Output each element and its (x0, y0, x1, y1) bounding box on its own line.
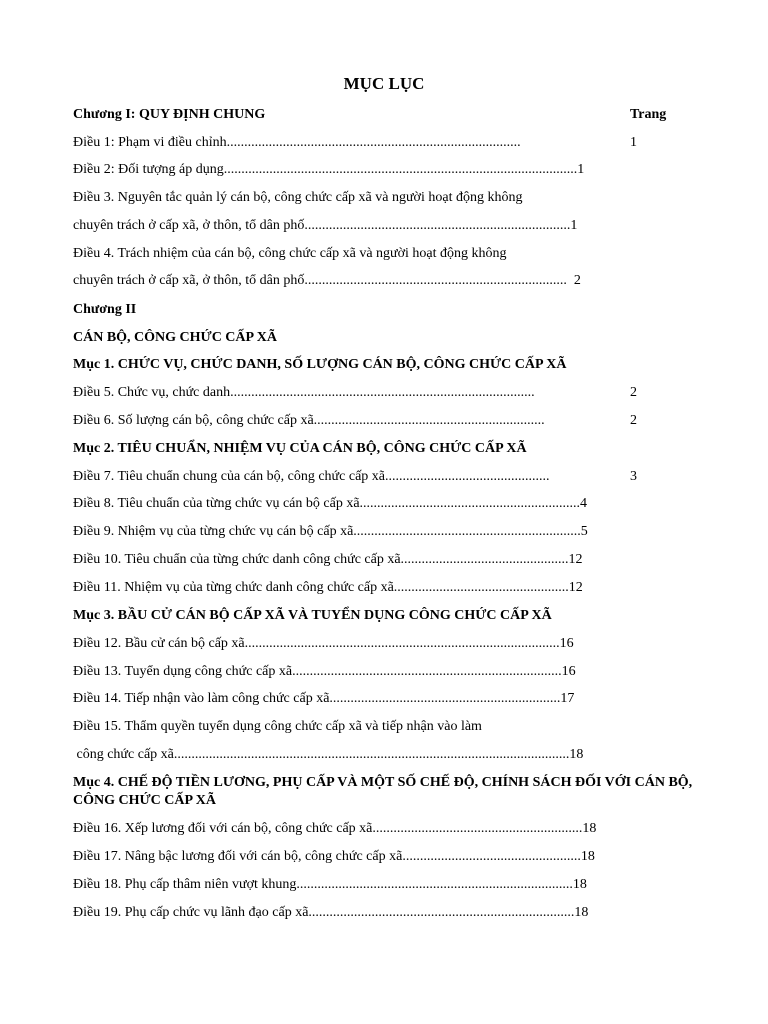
toc-entry: Điều 13. Tuyển dụng công chức cấp xã.............................................................................16 (73, 664, 576, 679)
toc-page-number: 1 (630, 135, 637, 150)
toc-entry: chuyên trách ở cấp xã, ở thôn, tổ dân phố........................................................................... 2 (73, 273, 581, 288)
toc-entry: Điều 5. Chức vụ, chức danh....................................................................................... (73, 385, 535, 400)
toc-entry: Điều 8. Tiêu chuẩn của từng chức vụ cán bộ cấp xã...............................................................4 (73, 496, 588, 511)
toc-entry: Điều 6. Số lượng cán bộ, công chức cấp xã.................................................................. (73, 413, 545, 428)
chapter-1-heading: Chương I: QUY ĐỊNH CHUNG (73, 107, 266, 122)
section-heading: Mục 1. CHỨC VỤ, CHỨC DANH, SỐ LƯỢNG CÁN BỘ, CÔNG CHỨC CẤP XÃ (73, 357, 567, 372)
chapter-2-title: CÁN BỘ, CÔNG CHỨC CẤP XÃ (73, 330, 278, 345)
toc-entry: Điều 2: Đối tượng áp dụng.....................................................................................................1 (73, 162, 585, 177)
section-heading: Mục 3. BẦU CỬ CÁN BỘ CẤP XÃ VÀ TUYỂN DỤNG CÔNG CHỨC CẤP XÃ (73, 608, 552, 623)
toc-entry: Điều 12. Bầu cử cán bộ cấp xã..........................................................................................16 (73, 636, 574, 651)
toc-entry: công chức cấp xã.................................................................................................................18 (73, 747, 584, 762)
page-column-header: Trang (630, 107, 667, 122)
toc-entry: Điều 4. Trách nhiệm của cán bộ, công chức cấp xã và người hoạt động không (73, 246, 507, 261)
toc-page-number: 2 (630, 385, 637, 400)
toc-entry: chuyên trách ở cấp xã, ở thôn, tổ dân phố............................................................................1 (73, 218, 578, 233)
toc-entry: Điều 1: Phạm vi điều chỉnh.................................................................................... (73, 135, 521, 150)
toc-entry: Điều 17. Nâng bậc lương đối với cán bộ, công chức cấp xã...................................................18 (73, 849, 595, 864)
toc-entry: Điều 16. Xếp lương đối với cán bộ, công chức cấp xã............................................................18 (73, 821, 597, 836)
toc-entry: Điều 10. Tiêu chuẩn của từng chức danh công chức cấp xã................................................12 (73, 552, 583, 567)
toc-entry: Điều 15. Thẩm quyền tuyển dụng công chức cấp xã và tiếp nhận vào làm (73, 719, 482, 734)
toc-entry: Điều 14. Tiếp nhận vào làm công chức cấp xã..................................................................17 (73, 691, 575, 706)
chapter-2-heading: Chương II (73, 302, 137, 317)
section-heading: Mục 2. TIÊU CHUẨN, NHIỆM VỤ CỦA CÁN BỘ, CÔNG CHỨC CẤP XÃ (73, 441, 527, 456)
toc-page-number: 3 (630, 469, 637, 484)
toc-entry: Điều 3. Nguyên tắc quản lý cán bộ, công chức cấp xã và người hoạt động không (73, 190, 523, 205)
toc-page-number: 2 (630, 413, 637, 428)
section-heading: Mục 4. CHẾ ĐỘ TIỀN LƯƠNG, PHỤ CẤP VÀ MỘT SỐ CHẾ ĐỘ, CHÍNH SÁCH ĐỐI VỚI CÁN BỘ, CÔNG CHỨC CẤP XÃ (73, 775, 693, 808)
toc-entry: Điều 19. Phụ cấp chức vụ lãnh đạo cấp xã............................................................................18 (73, 905, 589, 920)
toc-entry: Điều 9. Nhiệm vụ của từng chức vụ cán bộ cấp xã.................................................................5 (73, 524, 588, 539)
page-title: MỤC LỤC (343, 74, 425, 93)
toc-entry: Điều 7. Tiêu chuẩn chung của cán bộ, công chức cấp xã............................................... (73, 469, 550, 484)
toc-entry: Điều 18. Phụ cấp thâm niên vượt khung...............................................................................18 (73, 877, 587, 892)
toc-entry: Điều 11. Nhiệm vụ của từng chức danh công chức cấp xã..................................................12 (73, 580, 583, 595)
